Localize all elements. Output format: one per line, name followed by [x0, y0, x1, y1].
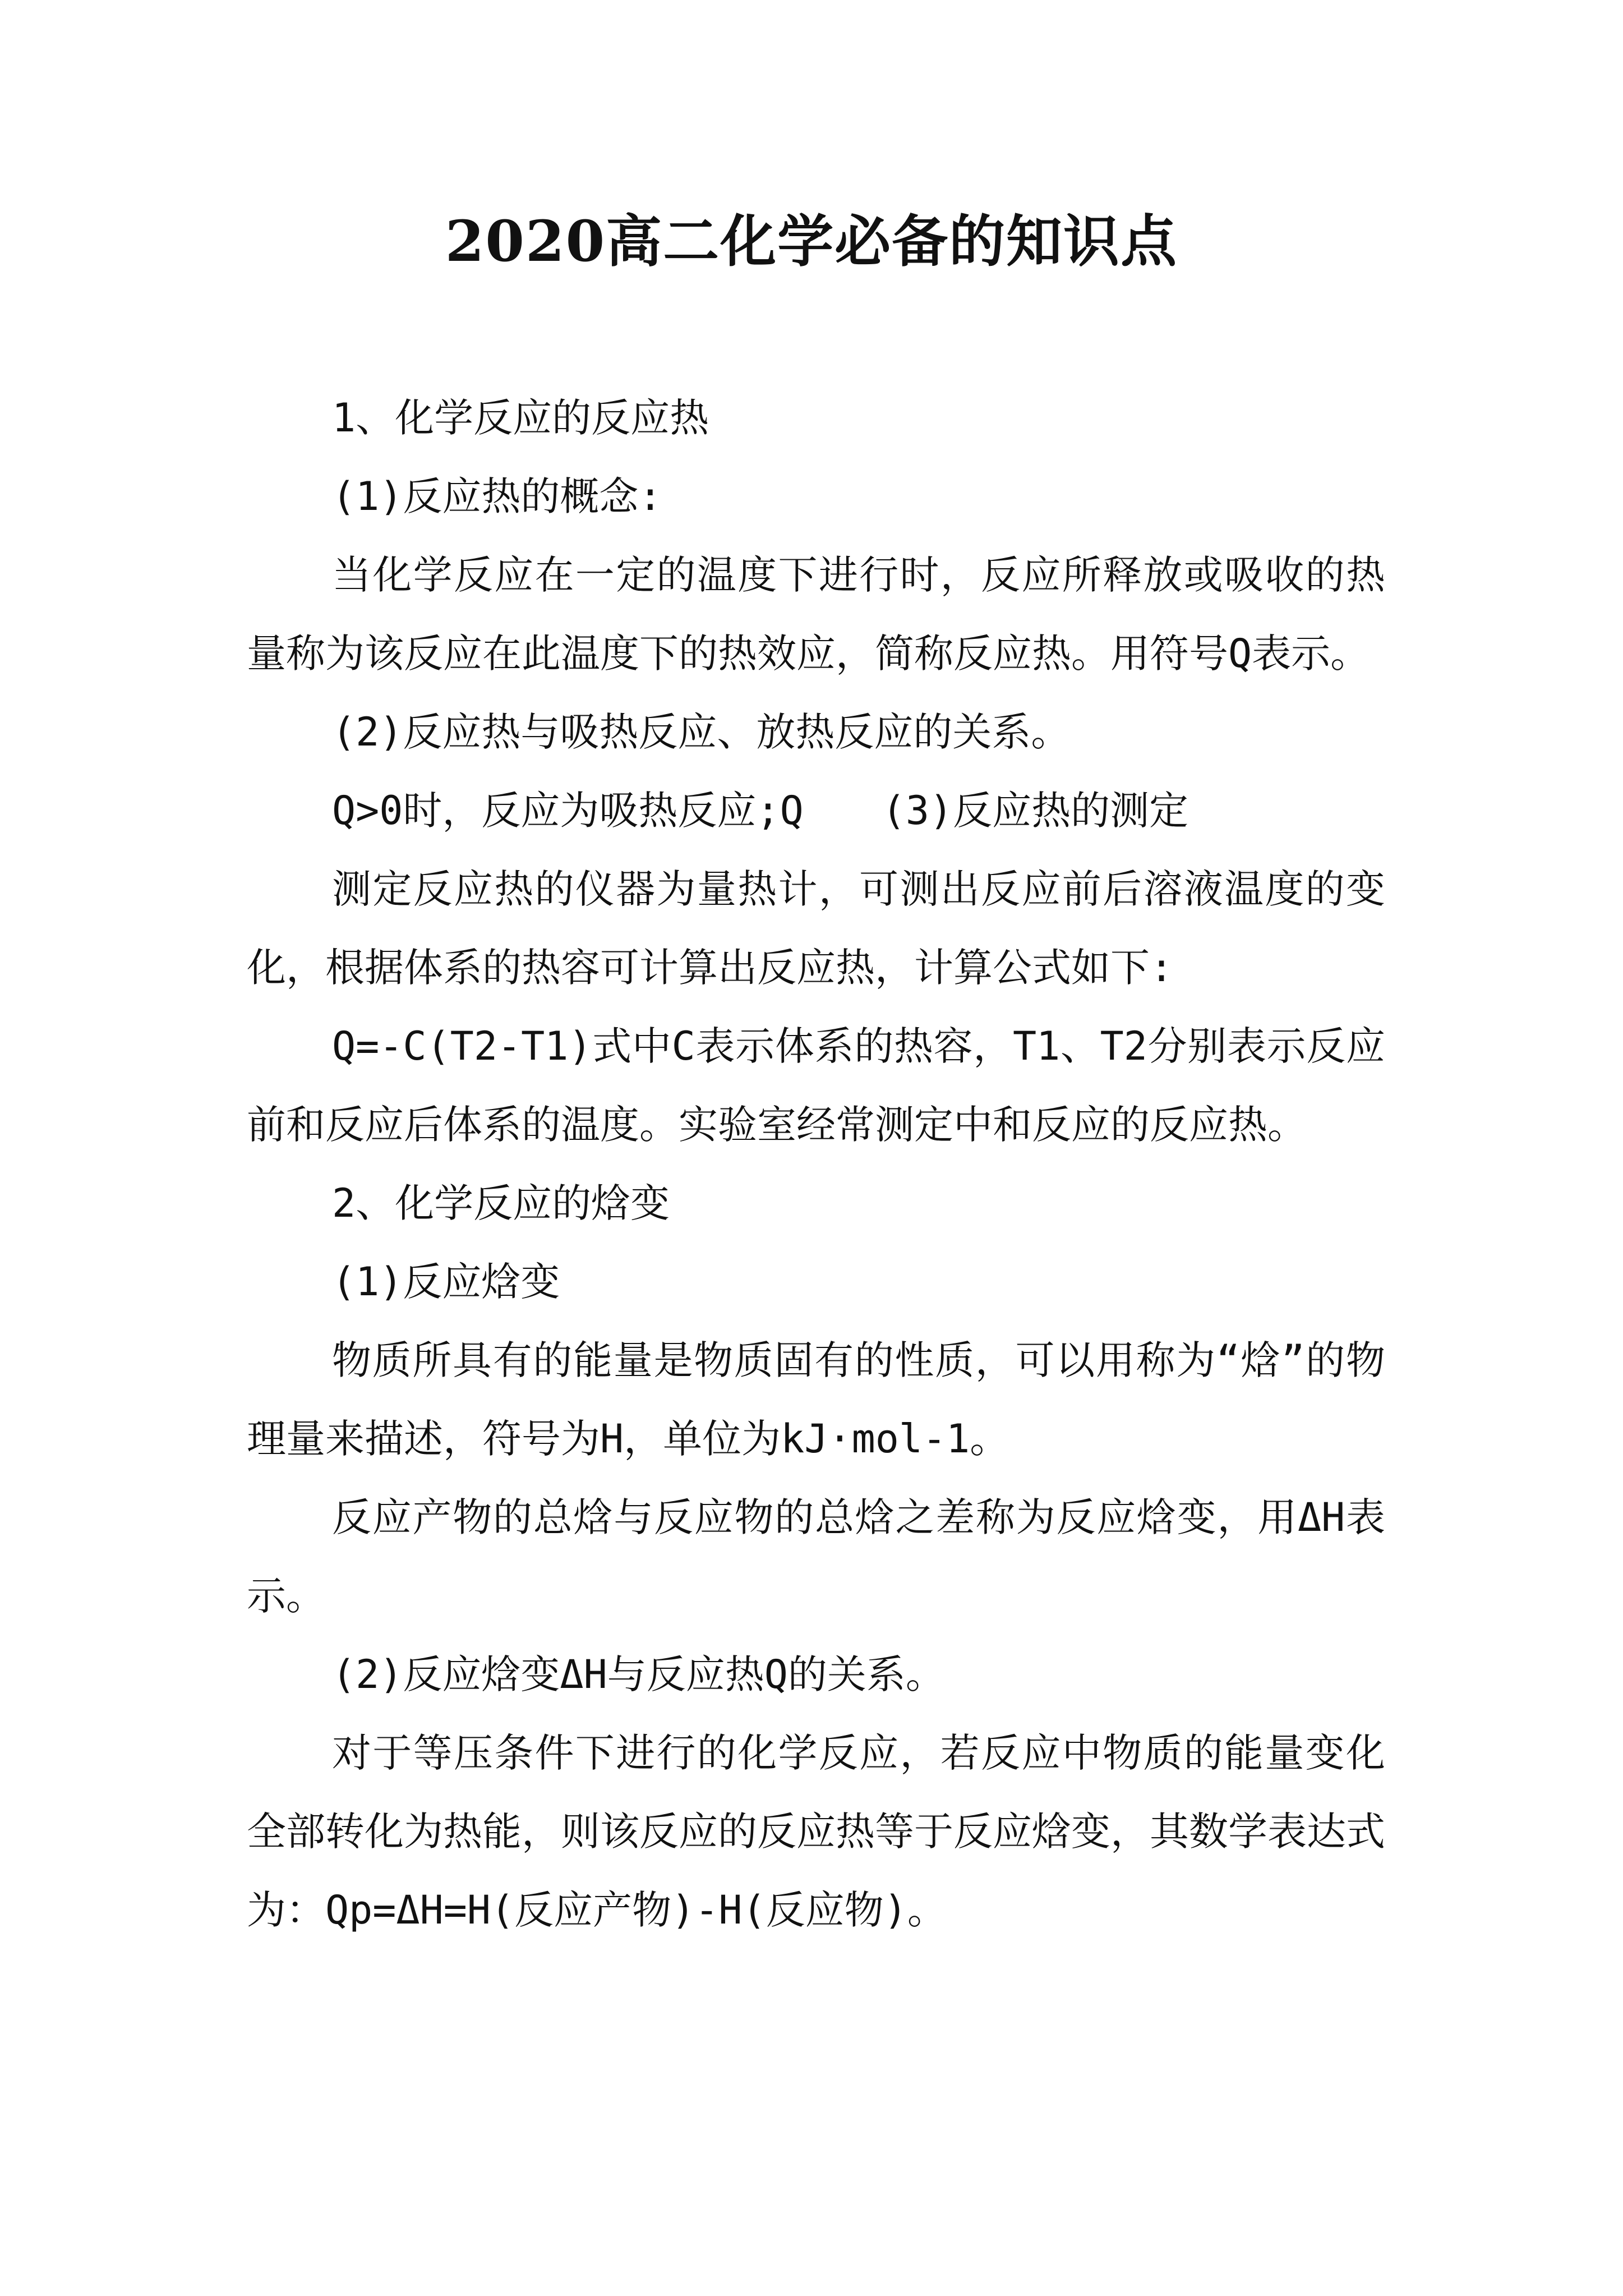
subheading-delta-h-q-relation: (2)反应焓变ΔH与反应热Q的关系。: [332, 1651, 945, 1697]
paragraph-calorimeter: 测定反应热的仪器为量热计，可测出反应前后溶液温度的变化，根据体系的热容可计算出反应热，计算公式如下:: [247, 866, 1385, 991]
section-heading-reaction-heat: 1、化学反应的反应热: [332, 395, 709, 441]
paragraph-constant-pressure: 对于等压条件下进行的化学反应，若反应中物质的能量变化全部转化为热能，则该反应的反应热等于反应焓变，其数学表达式为：Qp=ΔH=H(反应产物)-H(反应物)。: [247, 1730, 1385, 1933]
paragraph-delta-h: 反应产物的总焓与反应物的总焓之差称为反应焓变，用ΔH表示。: [247, 1494, 1385, 1619]
paragraph-q-sign: Q>0时，反应为吸热反应;Q (3)反应热的测定: [332, 788, 1189, 834]
subheading-enthalpy-change: (1)反应焓变: [332, 1259, 560, 1305]
section-heading-enthalpy-change: 2、化学反应的焓变: [332, 1180, 670, 1226]
subheading-heat-relation: (2)反应热与吸热反应、放热反应的关系。: [332, 709, 1071, 755]
paragraph-heat-definition: 当化学反应在一定的温度下进行时，反应所释放或吸收的热量称为该反应在此温度下的热效应，简称反应热。用符号Q表示。: [247, 552, 1385, 677]
paragraph-enthalpy-definition: 物质所具有的能量是物质固有的性质，可以用称为“焓”的物理量来描述，符号为H，单位为kJ·mol-1。: [247, 1337, 1385, 1462]
document-body: [247, 379, 1385, 1949]
paragraph-heat-formula: Q=-C(T2-T1)式中C表示体系的热容，T1、T2分别表示反应前和反应后体系的温度。实验室经常测定中和反应的反应热。: [247, 1023, 1385, 1148]
subheading-heat-concept: (1)反应热的概念:: [332, 473, 662, 519]
document-title: 2020高二化学必备的知识点: [445, 208, 1178, 274]
